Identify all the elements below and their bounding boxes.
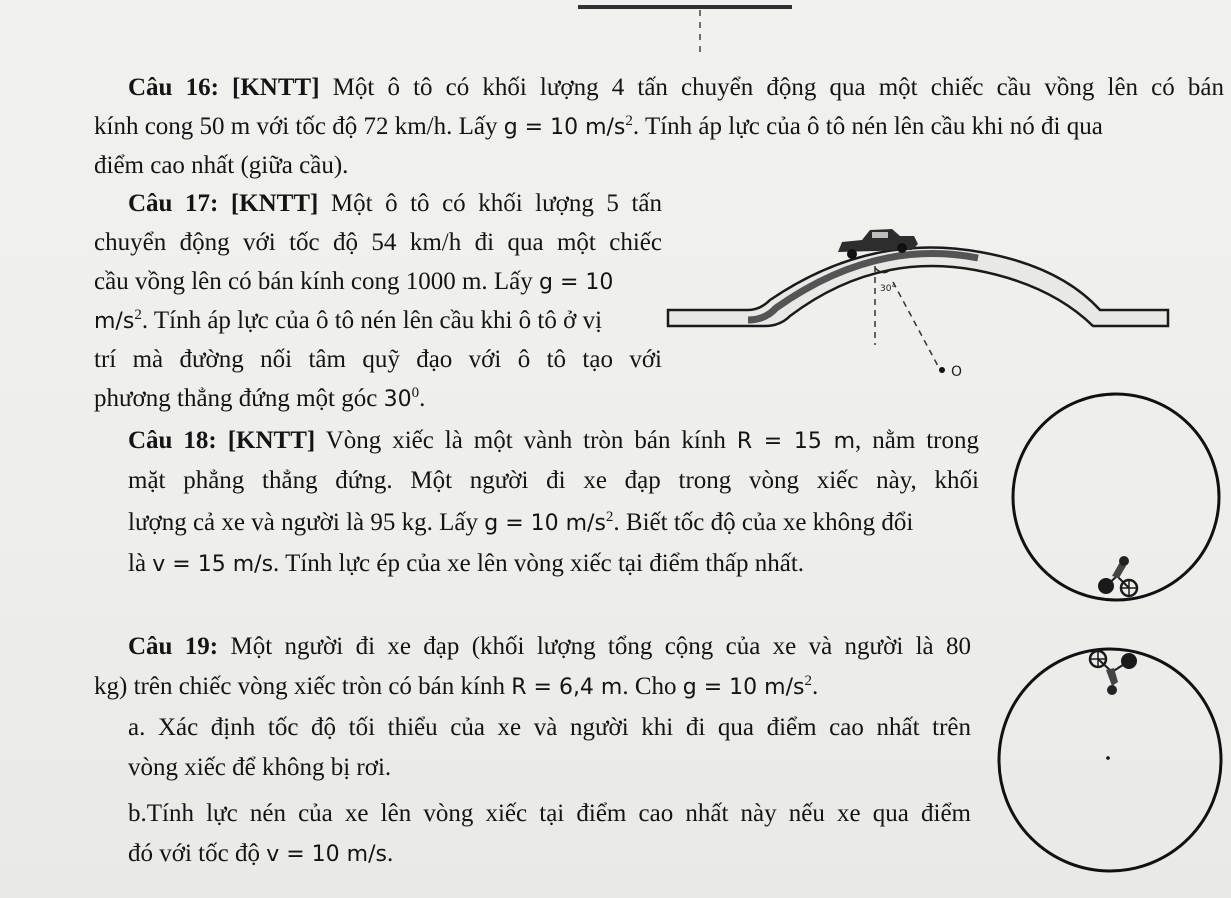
q18-line-4: là v = 15 m/s. Tính lực ép của xe lên vòng xiếc tại điểm thấp nhất. [128, 550, 805, 577]
q16-line-3: điểm cao nhất (giữa cầu). [94, 152, 349, 179]
q16-line-1: Câu 16: [KNTT] Một ô tô có khối lượng 4 tấn chuyển động qua một chiếc cầu vồng lên có bán [128, 74, 1224, 101]
q18-label: Câu 18: [128, 427, 217, 454]
q17-line-6: phương thẳng đứng một góc $30^0$. [94, 385, 426, 412]
q19-speed: v = 10 m/s [266, 842, 387, 867]
cyclist-icon [1090, 651, 1137, 695]
q17-gravity: g = 10 [539, 270, 614, 295]
q17-line-3: cầu vồng lên có bán kính cong 1000 m. Lấy g = 10 [94, 268, 614, 295]
q17-line-1: Câu 17: [KNTT] Một ô tô có khối lượng 5 tấn [128, 190, 662, 217]
q17-line-2: chuyển động với tốc độ 54 km/h đi qua một chiếc [94, 229, 662, 256]
q16-label: Câu 16: [128, 74, 219, 101]
q17-tag: [KNTT] [230, 190, 319, 217]
angle-label: 30° [880, 284, 896, 294]
q19-radius: R = 6,4 m [511, 675, 623, 700]
q16-line-2: kính cong 50 m với tốc độ 72 km/h. Lấy g = 10 $m/s^2$. Tính áp lực của ô tô nén lên cầu khi nó đi qua [94, 113, 1103, 140]
q18-gravity: g = 10 m/s [484, 511, 606, 536]
q17-line-4: $m/s^2$. Tính áp lực của ô tô nén lên cầu khi ô tô ở vị [94, 307, 603, 334]
q16-gravity: g = 10 m/s [503, 115, 626, 140]
q19-b-line-1: b.Tính lực nén của xe lên vòng xiếc tại điểm cao nhất này nếu xe qua điểm [128, 800, 971, 827]
q17-line-5: trí mà đường nối tâm quỹ đạo với ô tô tạo với [94, 346, 662, 373]
q18-speed: v = 15 m/s [152, 552, 274, 577]
q19-gravity: g = 10 m/s [682, 675, 805, 700]
q19-line-2: kg) trên chiếc vòng xiếc tròn có bán kính R = 6,4 m. Cho g = 10 $m/s^2$. [94, 673, 819, 700]
q18-radius: R = 15 m [736, 429, 856, 454]
q17-label: Câu 17: [128, 190, 219, 217]
q18-line-1: Câu 18: [KNTT] Vòng xiếc là một vành tròn bán kính R = 15 m, nằm trong [128, 427, 979, 454]
q19-a-line-2: vòng xiếc để không bị rơi. [128, 754, 392, 781]
q18-line-3: lượng cả xe và người là 95 kg. Lấy g = 10 $m/s^2$. Biết tốc độ của xe không đổi [128, 509, 914, 536]
q19-b-line-2: đó với tốc độ v = 10 m/s. [128, 840, 394, 867]
q16-tag: [KNTT] [232, 74, 320, 101]
q18-line-2: mặt phẳng thẳng đứng. Một người đi xe đạp trong vòng xiếc này, khối [128, 467, 979, 494]
q19-line-1: Câu 19: Một người đi xe đạp (khối lượng tổng cộng của xe và người là 80 [128, 633, 971, 660]
center-label: O [951, 364, 963, 380]
q18-tag: [KNTT] [227, 427, 316, 454]
q17-angle: 30 [383, 387, 412, 412]
loop-center [1106, 756, 1110, 760]
loop-ring-2 [999, 649, 1221, 871]
q19-label: Câu 19: [128, 633, 219, 660]
q19-a-line-1: a. Xác định tốc độ tối thiểu của xe và người khi đi qua điểm cao nhất trên [128, 714, 971, 741]
